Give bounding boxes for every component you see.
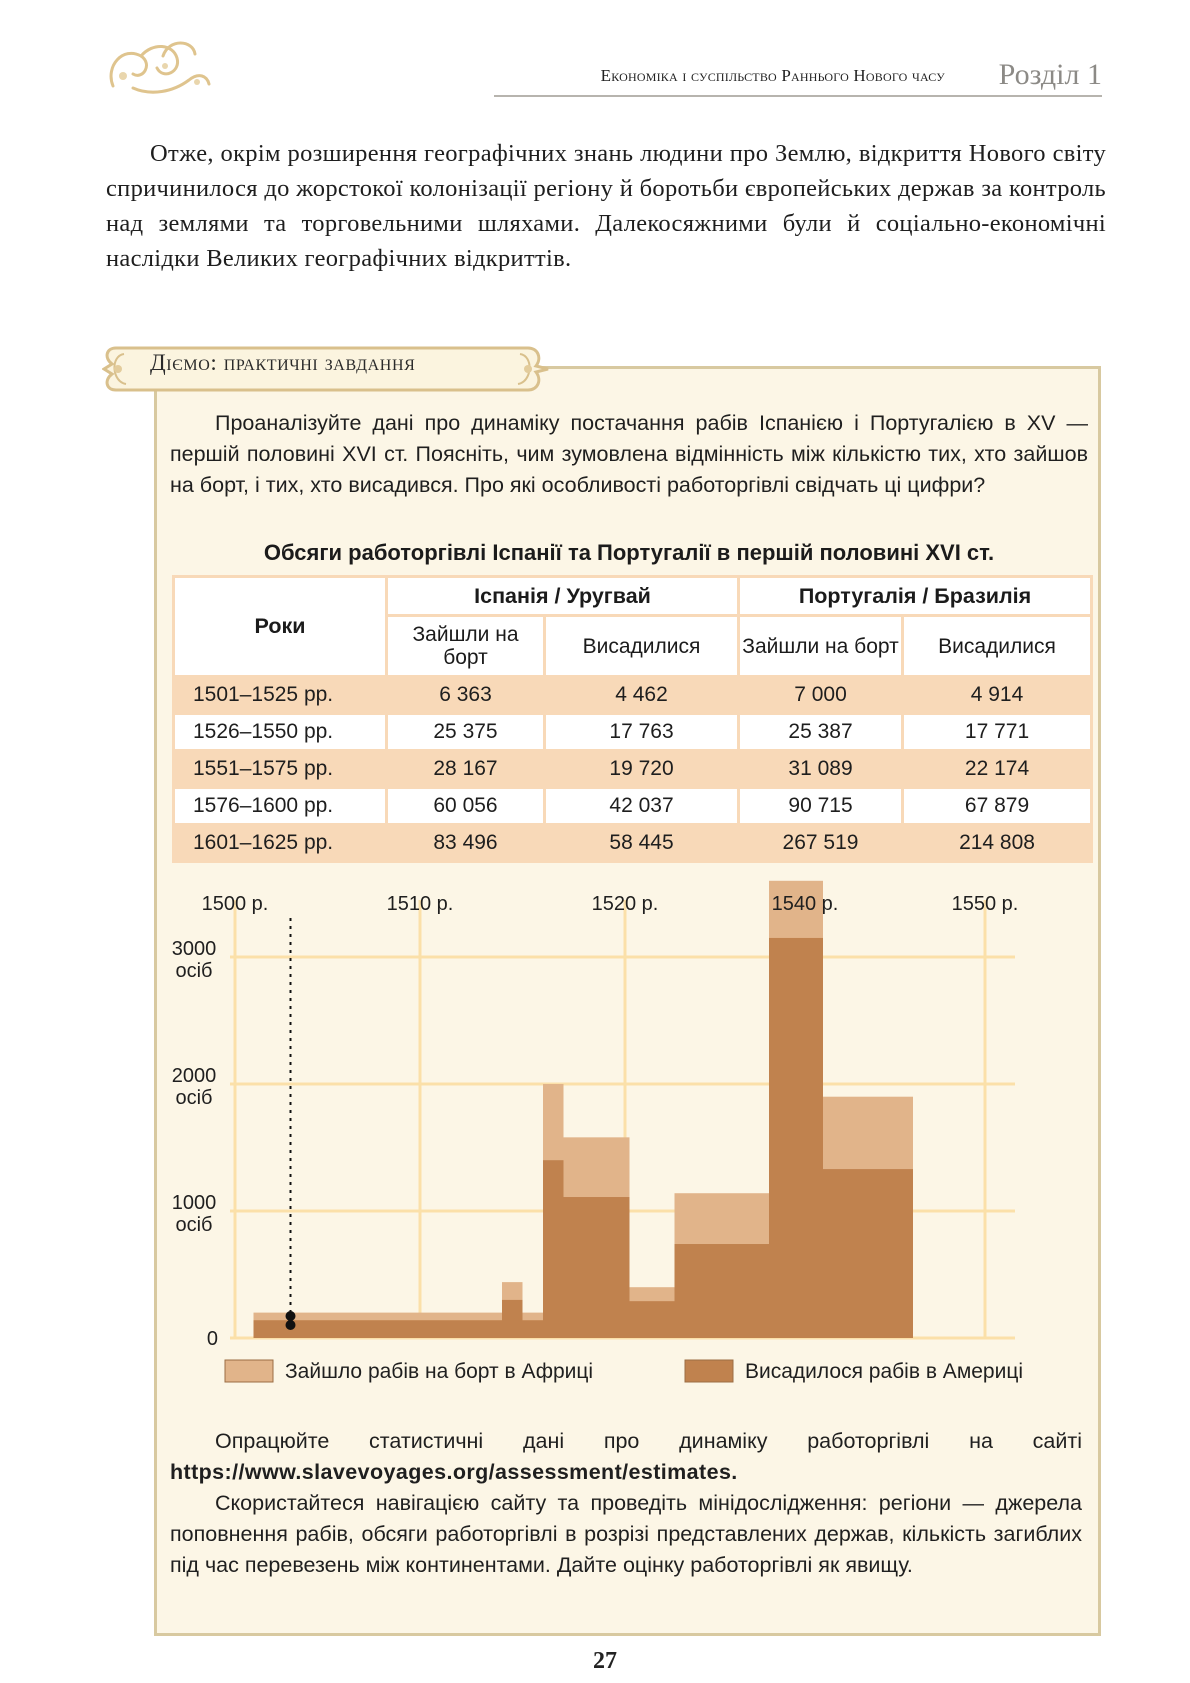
landed-area-step [523,1320,544,1338]
cell-es-landed: 42 037 [545,788,739,825]
marker-dot [286,1311,296,1321]
cell-pt-boarded: 25 387 [739,714,903,751]
resource-link[interactable]: https://www.slavevoyages.org/assessment/estimates. [170,1460,738,1484]
cell-pt-landed: 4 914 [903,677,1092,714]
table-title: Обсяги работоргівлі Іспанії та Португалії в першій половині XVI ст. [263,540,995,565]
slave-trade-chart [160,880,1100,1400]
y-tick-label: 2000 [171,1065,217,1087]
table-header-row [174,577,1092,616]
cell-years: 1526–1550 рр. [174,714,387,751]
table-row [174,825,1092,862]
cell-es-boarded: 83 496 [387,825,545,862]
landed-area-step [502,1300,523,1338]
y-tick-label: 0 [206,1328,218,1350]
task-footer [170,1426,1082,1581]
landed-area-step [630,1301,675,1338]
x-tick-label: 1520 р. [591,893,659,915]
header-pt-landed: Висадилися [903,616,1092,677]
landed-area-step [769,938,823,1338]
x-tick-label: 1540 р. [771,893,839,915]
y-tick-label: 3000 [171,938,217,960]
cell-pt-boarded: 267 519 [739,825,903,862]
table-row [174,751,1092,788]
cell-pt-landed: 67 879 [903,788,1092,825]
landed-area-step [823,1169,913,1338]
y-tick-unit: осіб [175,1087,213,1109]
cell-pt-landed: 214 808 [903,825,1092,862]
x-tick-label: 1500 р. [201,893,269,915]
header-es-landed: Висадилися [545,616,739,677]
header-years: Роки [174,577,387,677]
header-spain-uruguay: Іспанія / Уругвай [387,577,739,616]
cell-es-landed: 4 462 [545,677,739,714]
legend-label: Зайшло рабів на борт в Африці [285,1360,594,1383]
y-tick-label: 1000 [171,1192,217,1214]
task-paragraph: Проаналізуйте дані про динаміку постачання рабів Іспанією і Португалією в XV — першій половині XVI ст. Поясніть, чим зумовлена відмінність між кількістю тих, хто зайшов на борт, і тих, хто висадився. Про які особливості работоргівлі свідчать ці цифри? [170,411,1088,497]
legend-swatch [685,1360,733,1382]
legend-label: Висадилося рабів в Америці [745,1360,1024,1383]
table-row [174,714,1092,751]
x-tick-label: 1550 р. [951,893,1019,915]
cell-pt-boarded: 90 715 [739,788,903,825]
y-tick-unit: осіб [175,1214,213,1236]
table-row [174,788,1092,825]
cell-years: 1551–1575 рр. [174,751,387,788]
header-es-boarded: Зайшли на борт [387,616,545,677]
cell-years: 1576–1600 рр. [174,788,387,825]
running-head: Економіка і суспільство Раннього Нового часу [600,66,945,85]
x-tick-label: 1510 р. [386,893,454,915]
cell-pt-landed: 22 174 [903,751,1092,788]
marker-dot [286,1320,296,1330]
cell-pt-boarded: 31 089 [739,751,903,788]
landed-area-step [564,1197,630,1338]
header-portugal-brazil: Португалія / Бразилія [739,577,1092,616]
footer-paragraph-2: Скористайтеся навігацією сайту та проведіть мінідослідження: регіони — джерела поповнення рабів, обсяги работоргівлі в розрізі представлених держав, кількість загиблих під час перевезень між континентами. Дайте оцінку работоргівлі як явищу. [170,1491,1082,1577]
section-label: Розділ 1 [998,58,1102,91]
legend-swatch [225,1360,273,1382]
cell-years: 1501–1525 рр. [174,677,387,714]
header-pt-boarded: Зайшли на борт [739,616,903,677]
cell-es-boarded: 25 375 [387,714,545,751]
cell-years: 1601–1625 рр. [174,825,387,862]
cell-pt-boarded: 7 000 [739,677,903,714]
ornament-icon [103,36,213,102]
banner-title: Діємо: практичні завдання [150,350,416,375]
slave-trade-table [172,575,1093,863]
cell-es-landed: 58 445 [545,825,739,862]
page-number: 27 [593,1648,617,1674]
cell-es-boarded: 28 167 [387,751,545,788]
landed-area-step [543,1160,564,1338]
cell-es-landed: 17 763 [545,714,739,751]
cell-pt-landed: 17 771 [903,714,1092,751]
header-rule [494,95,1102,97]
table-row [174,677,1092,714]
y-tick-unit: осіб [175,960,213,982]
landed-area-step [675,1244,770,1338]
cell-es-boarded: 60 056 [387,788,545,825]
cell-es-landed: 19 720 [545,751,739,788]
footer-line-1: Опрацюйте статистичні дані про динаміку работоргівлі на сайті [215,1429,1082,1453]
intro-paragraph: Отже, окрім розширення географічних знань людини про Землю, відкриття Нового світу спричинилося до жорстокої колонізації регіону й боротьби європейських держав за контроль над землями та торговельними шляхами. Далекосяжними були й соціально-економічні наслідки Великих географічних відкриттів. [106,140,1106,272]
cell-es-boarded: 6 363 [387,677,545,714]
